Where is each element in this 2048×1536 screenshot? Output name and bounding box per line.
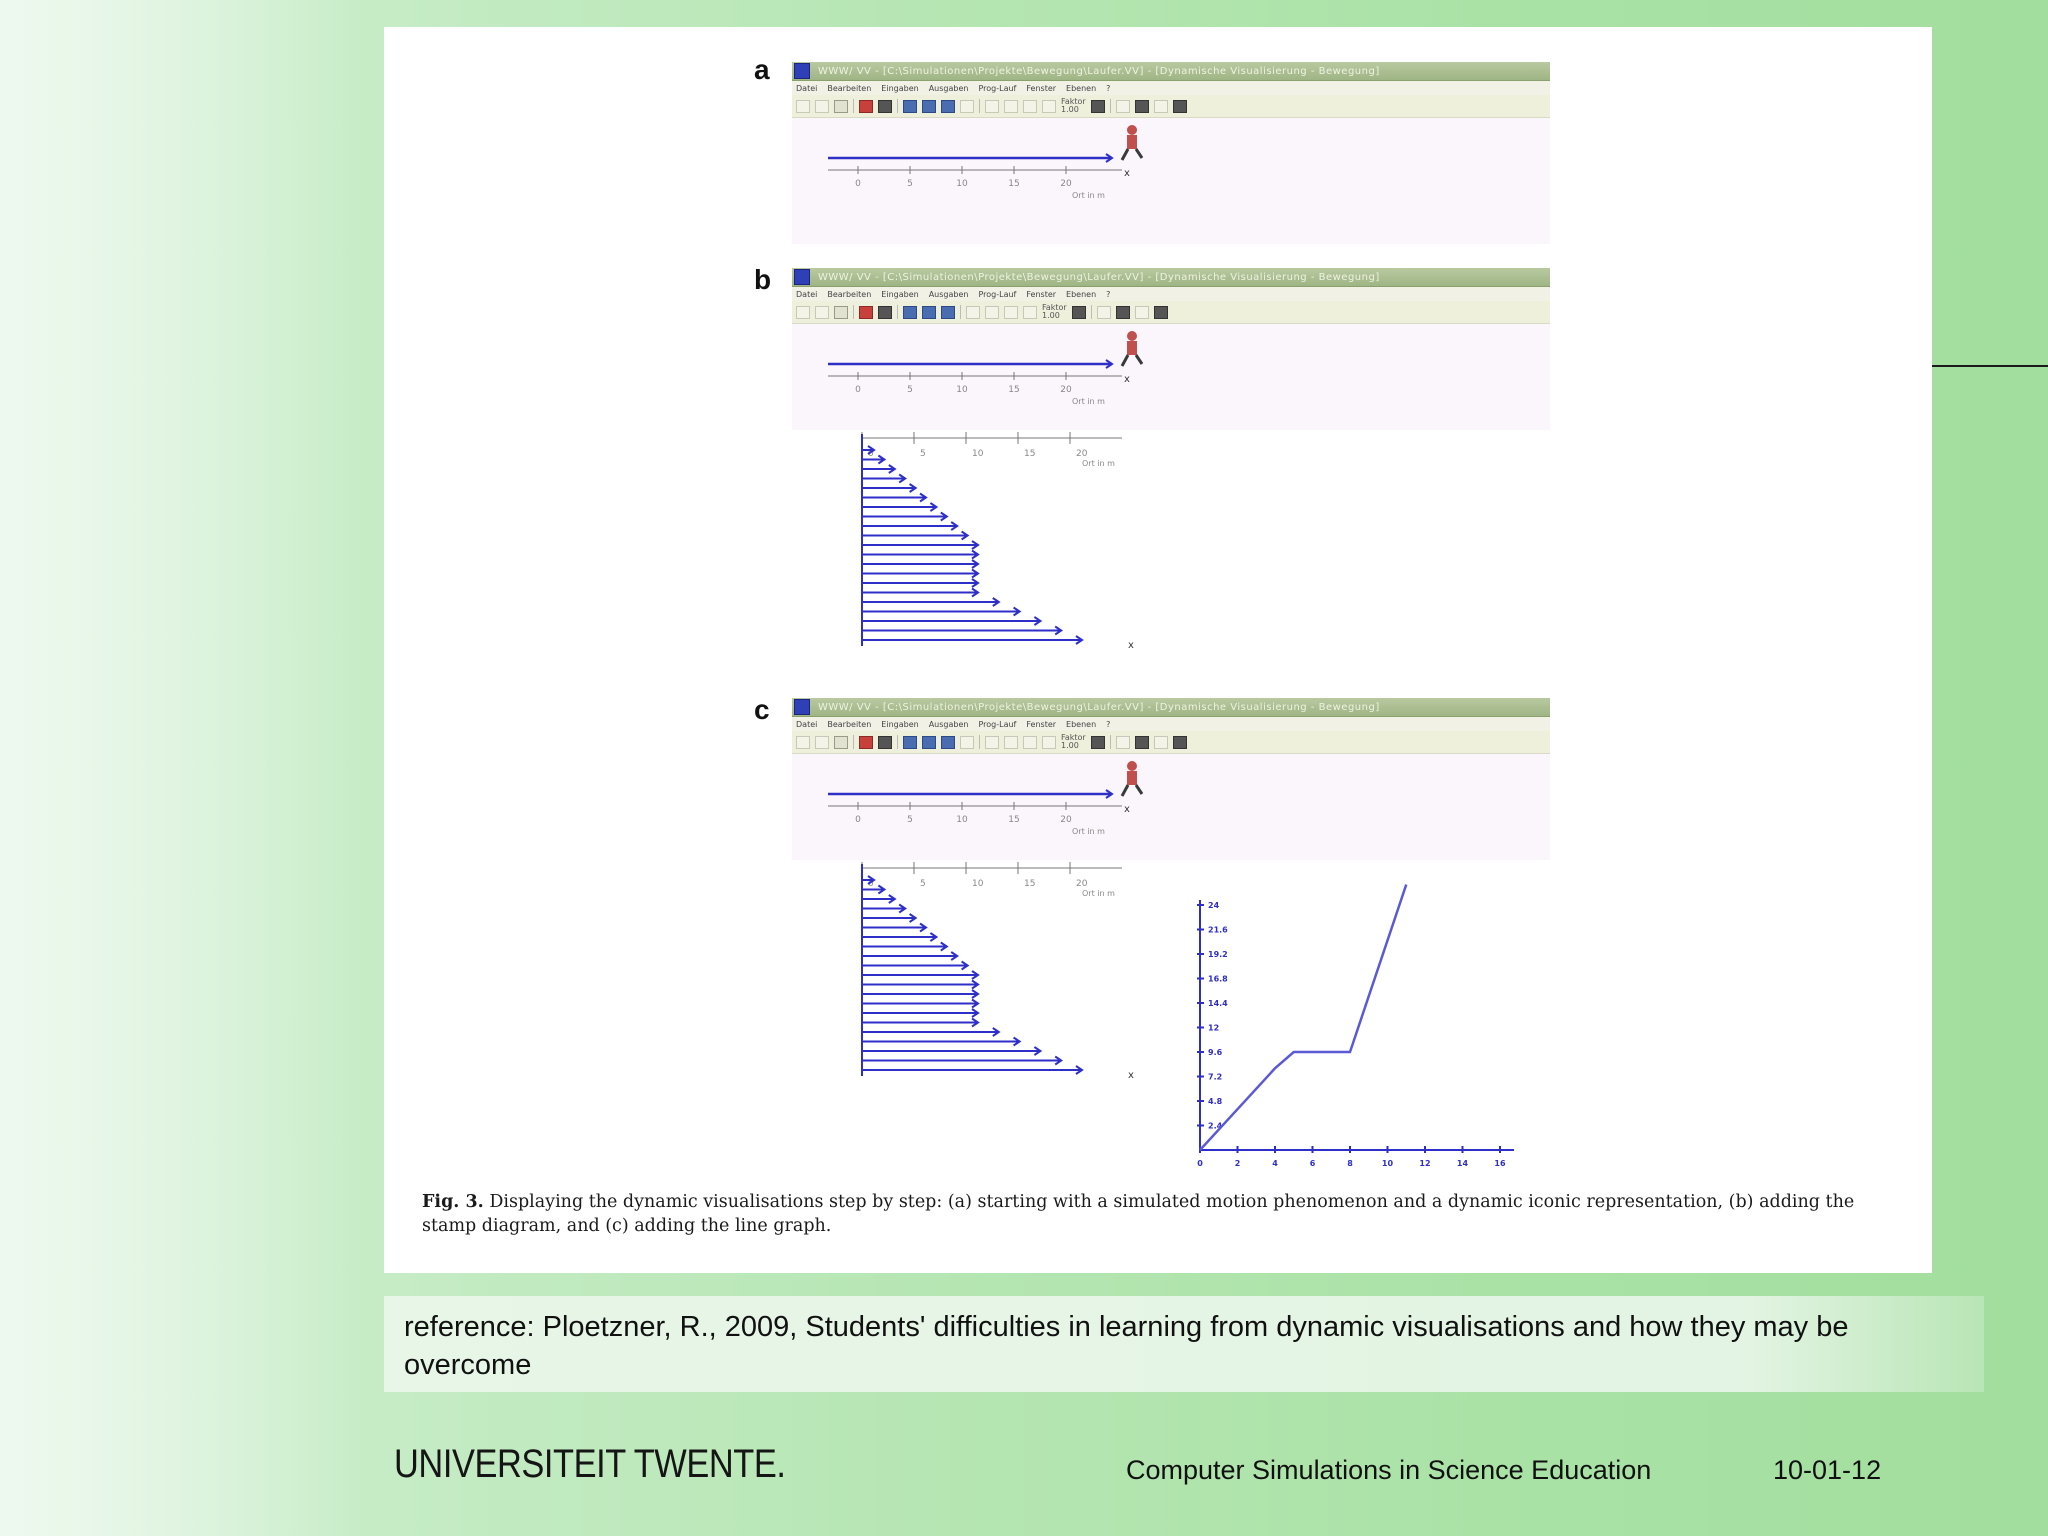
settings-icon[interactable] <box>1135 736 1149 749</box>
refresh-icon[interactable] <box>960 100 974 113</box>
titlebar <box>792 698 1550 717</box>
menu-item-help[interactable]: ? <box>1106 719 1111 729</box>
table-icon[interactable] <box>922 306 936 319</box>
menu-item-bearbeiten[interactable]: Bearbeiten <box>827 289 872 299</box>
stop-icon[interactable] <box>1042 736 1056 749</box>
stamp-axis-tick-label: 0 <box>868 449 874 459</box>
toolbar-separator <box>979 99 980 113</box>
menu-item-ausgaben[interactable]: Ausgaben <box>928 719 969 729</box>
side-rule <box>1932 365 2048 367</box>
play-icon[interactable] <box>966 306 980 319</box>
axis-tick-label: 15 <box>1008 815 1020 825</box>
axis-tick-label: 10 <box>956 385 968 395</box>
y-tick-label: 16.8 <box>1208 974 1228 984</box>
chart-icon[interactable] <box>1091 736 1105 749</box>
x-tick-label: 10 <box>1381 1159 1394 1168</box>
export-icon[interactable] <box>1154 306 1168 319</box>
toolbar-separator <box>853 99 854 113</box>
axis-x-symbol: x <box>1124 168 1130 179</box>
model-icon[interactable] <box>878 736 892 749</box>
menubar <box>792 81 1550 95</box>
toolbar-separator <box>897 99 898 113</box>
settings-icon[interactable] <box>1116 306 1130 319</box>
menubar <box>792 287 1550 301</box>
stamp-axis-tick-label: 15 <box>1024 879 1036 889</box>
stamp-axis-label: Ort in m <box>1082 459 1115 468</box>
model-icon[interactable] <box>878 306 892 319</box>
axis-tick-label: 10 <box>956 179 968 189</box>
pause-icon[interactable] <box>1023 100 1037 113</box>
menu-item-bearbeiten[interactable]: Bearbeiten <box>827 83 872 93</box>
layer-icon[interactable] <box>1154 736 1168 749</box>
menu-item-fenster[interactable]: Fenster <box>1026 83 1057 93</box>
axis-label: Ort in m <box>1072 827 1105 836</box>
pause-icon[interactable] <box>1004 306 1018 319</box>
menu-item-fenster[interactable]: Fenster <box>1026 289 1057 299</box>
app-window-a <box>792 62 1550 244</box>
zoom-icon[interactable] <box>1097 306 1111 319</box>
model-icon[interactable] <box>878 100 892 113</box>
axis-tick-label: 0 <box>855 179 861 189</box>
menu-item-datei[interactable]: Datei <box>796 289 818 299</box>
axis-x-symbol: x <box>1124 804 1130 815</box>
panel-letter-c: c <box>754 694 770 725</box>
x-tick-label: 6 <box>1309 1159 1316 1168</box>
graph-icon[interactable] <box>903 306 917 319</box>
stamp-axis-label: Ort in m <box>1082 889 1115 898</box>
zoom-icon[interactable] <box>1116 100 1130 113</box>
axis-tick-label: 0 <box>855 815 861 825</box>
x-tick-label: 0 <box>1197 1159 1203 1168</box>
window-icon[interactable] <box>941 100 955 113</box>
menu-item-ausgaben[interactable]: Ausgaben <box>928 83 969 93</box>
window-title: WWW/ VV - [C:\Simulationen\Projekte\Bewegung\Laufer.VV] - [Dynamische Visualisierung - Bewegung] <box>818 271 1380 283</box>
toolbar-separator <box>853 735 854 749</box>
x-tick-label: 8 <box>1347 1159 1353 1168</box>
menu-item-datei[interactable]: Datei <box>796 83 818 93</box>
menu-item-datei[interactable]: Datei <box>796 719 818 729</box>
axis-tick-label: 15 <box>1008 385 1020 395</box>
y-tick-label: 4.8 <box>1208 1097 1223 1106</box>
stamp-axis-tick-label: 20 <box>1076 449 1088 459</box>
panel-letter-b: b <box>754 264 772 295</box>
open-icon[interactable] <box>796 736 810 749</box>
menu-item-eingaben[interactable]: Eingaben <box>881 289 919 299</box>
menu-item-ausgaben[interactable]: Ausgaben <box>928 289 969 299</box>
reference-box <box>384 1296 1984 1392</box>
window-icon[interactable] <box>941 736 955 749</box>
toolbar-separator <box>1110 735 1111 749</box>
chart-icon[interactable] <box>1072 306 1086 319</box>
runner-legs <box>1122 785 1142 796</box>
app-icon <box>794 699 810 715</box>
reference-text: reference: Ploetzner, R., 2009, Students' difficulties in learning from dynamic visualisations and how they may be overcome <box>404 1311 1849 1381</box>
stamp-diagram-b <box>838 430 1138 660</box>
footer-date: 10-01-12 <box>1773 1455 1882 1485</box>
university-logo: UNIVERSITEIT TWENTE. <box>394 1442 786 1486</box>
stamp-axis-tick-label: 0 <box>868 879 874 889</box>
toolbar-separator <box>897 735 898 749</box>
y-tick-label: 2.4 <box>1208 1121 1223 1131</box>
chart-icon[interactable] <box>1091 100 1105 113</box>
stamp-axis-tick-label: 5 <box>920 879 926 889</box>
window-title: WWW/ VV - [C:\Simulationen\Projekte\Bewegung\Laufer.VV] - [Dynamische Visualisierung - Bewegung] <box>818 701 1380 713</box>
simulation-svg <box>792 324 1550 430</box>
axis-tick-label: 5 <box>907 815 913 825</box>
stamp-x-symbol: x <box>1128 1070 1134 1081</box>
layer-icon[interactable] <box>1154 100 1168 113</box>
toolbar-separator <box>979 735 980 749</box>
menu-item-fenster[interactable]: Fenster <box>1026 719 1057 729</box>
axis-tick-label: 20 <box>1060 179 1072 189</box>
save-icon[interactable] <box>815 306 829 319</box>
x-tick-label: 2 <box>1234 1159 1241 1168</box>
axis-x-symbol: x <box>1124 374 1130 385</box>
axis-label: Ort in m <box>1072 397 1105 406</box>
settings-icon[interactable] <box>1135 100 1149 113</box>
record-icon[interactable] <box>859 306 873 319</box>
toolbar-separator <box>1091 305 1092 319</box>
runner-head <box>1127 761 1137 771</box>
sim-axis <box>828 331 1142 406</box>
sim-axis <box>828 125 1142 200</box>
stop-icon[interactable] <box>1042 100 1056 113</box>
menu-item-ebenen[interactable]: Ebenen <box>1066 289 1097 299</box>
save-icon[interactable] <box>815 736 829 749</box>
stop-icon[interactable] <box>1023 306 1037 319</box>
axis-tick-label: 15 <box>1008 179 1020 189</box>
play-icon[interactable] <box>985 736 999 749</box>
table-icon[interactable] <box>922 100 936 113</box>
background-glow <box>0 0 360 1536</box>
refresh-icon[interactable] <box>960 736 974 749</box>
stamp-axis-tick-label: 15 <box>1024 449 1036 459</box>
caption-label: Fig. 3. <box>422 1192 484 1212</box>
axis-tick-label: 10 <box>956 815 968 825</box>
axis-tick-label: 5 <box>907 179 913 189</box>
menu-item-prog-lauf[interactable]: Prog-Lauf <box>978 83 1017 93</box>
caption-text: Displaying the dynamic visualisations step by step: (a) starting with a simulated motion phenomenon and a dynamic iconic representation, (b) adding the stamp diagram, and (c) adding the line graph. <box>422 1192 1855 1236</box>
zoom-icon[interactable] <box>1116 736 1130 749</box>
stamp-diagram-c <box>838 860 1138 1090</box>
panel-letter-a: a <box>754 54 770 85</box>
y-tick-label: 21.6 <box>1208 925 1228 935</box>
print-icon[interactable] <box>834 100 848 113</box>
toolbar <box>792 301 1550 324</box>
menu-item-help[interactable]: ? <box>1106 289 1111 299</box>
axis-tick-label: 5 <box>907 385 913 395</box>
step-icon[interactable] <box>1004 100 1018 113</box>
menu-item-eingaben[interactable]: Eingaben <box>881 719 919 729</box>
step-icon[interactable] <box>985 306 999 319</box>
toolbar-separator <box>897 305 898 319</box>
runner-legs <box>1122 355 1142 366</box>
stamp-axis-tick-label: 20 <box>1076 879 1088 889</box>
titlebar <box>792 62 1550 81</box>
menubar <box>792 717 1550 731</box>
graph-icon[interactable] <box>903 736 917 749</box>
window-title: WWW/ VV - [C:\Simulationen\Projekte\Bewegung\Laufer.VV] - [Dynamische Visualisierung - Bewegung] <box>818 65 1380 77</box>
stamp-axis-tick-label: 10 <box>972 449 984 459</box>
record-icon[interactable] <box>859 736 873 749</box>
app-icon <box>794 63 810 79</box>
menu-item-ebenen[interactable]: Ebenen <box>1066 83 1097 93</box>
step-icon[interactable] <box>1004 736 1018 749</box>
layer-icon[interactable] <box>1135 306 1149 319</box>
export-icon[interactable] <box>1173 100 1187 113</box>
axis-tick-label: 20 <box>1060 385 1072 395</box>
export-icon[interactable] <box>1173 736 1187 749</box>
runner-body <box>1127 135 1137 149</box>
y-tick-label: 24 <box>1208 901 1220 910</box>
toolbar-separator <box>960 305 961 319</box>
runner-head <box>1127 125 1137 135</box>
y-tick-label: 12 <box>1208 1023 1220 1033</box>
app-window-c <box>792 698 1550 860</box>
toolbar <box>792 95 1550 118</box>
footer-title: Computer Simulations in Science Education <box>1126 1455 1652 1485</box>
simulation-area <box>792 324 1550 430</box>
axis-tick-label: 0 <box>855 385 861 395</box>
stamp-axis-tick-label: 5 <box>920 449 926 459</box>
x-tick-label: 14 <box>1456 1159 1469 1168</box>
y-tick-label: 19.2 <box>1208 950 1228 959</box>
menu-item-eingaben[interactable]: Eingaben <box>881 83 919 93</box>
open-icon[interactable] <box>796 306 810 319</box>
axis-label: Ort in m <box>1072 191 1105 200</box>
y-tick-label: 7.2 <box>1208 1072 1223 1082</box>
play-icon[interactable] <box>985 100 999 113</box>
graph-icon[interactable] <box>903 100 917 113</box>
toolbar <box>792 731 1550 754</box>
factor-label: Faktor 1.00 <box>1061 97 1086 114</box>
app-icon <box>794 269 810 285</box>
print-icon[interactable] <box>834 306 848 319</box>
x-tick-label: 4 <box>1272 1159 1278 1168</box>
table-icon[interactable] <box>922 736 936 749</box>
menu-item-ebenen[interactable]: Ebenen <box>1066 719 1097 729</box>
stamp-x-symbol: x <box>1128 640 1134 651</box>
save-icon[interactable] <box>815 100 829 113</box>
x-tick-label: 16 <box>1494 1159 1506 1168</box>
print-icon[interactable] <box>834 736 848 749</box>
runner-body <box>1127 771 1137 785</box>
simulation-area <box>792 754 1550 860</box>
toolbar-separator <box>853 305 854 319</box>
toolbar-separator <box>1110 99 1111 113</box>
open-icon[interactable] <box>796 100 810 113</box>
window-icon[interactable] <box>941 306 955 319</box>
simulation-svg <box>792 118 1550 244</box>
position-line <box>1200 885 1406 1150</box>
line-graph <box>1178 880 1518 1180</box>
menu-item-prog-lauf[interactable]: Prog-Lauf <box>978 289 1017 299</box>
simulation-svg <box>792 754 1550 860</box>
figure-caption <box>422 1190 1892 1238</box>
factor-label: Faktor 1.00 <box>1061 733 1086 750</box>
pause-icon[interactable] <box>1023 736 1037 749</box>
axis-tick-label: 20 <box>1060 815 1072 825</box>
titlebar <box>792 268 1550 287</box>
x-tick-label: 12 <box>1419 1159 1431 1168</box>
stamp-axis-tick-label: 10 <box>972 879 984 889</box>
app-window-b <box>792 268 1550 430</box>
factor-label: Faktor 1.00 <box>1042 303 1067 320</box>
y-tick-label: 9.6 <box>1208 1048 1223 1057</box>
menu-item-prog-lauf[interactable]: Prog-Lauf <box>978 719 1017 729</box>
runner-head <box>1127 331 1137 341</box>
y-tick-label: 14.4 <box>1208 999 1228 1008</box>
menu-item-bearbeiten[interactable]: Bearbeiten <box>827 719 872 729</box>
runner-legs <box>1122 149 1142 160</box>
menu-item-help[interactable]: ? <box>1106 83 1111 93</box>
simulation-area <box>792 118 1550 244</box>
sim-axis <box>828 761 1142 836</box>
runner-body <box>1127 341 1137 355</box>
record-icon[interactable] <box>859 100 873 113</box>
